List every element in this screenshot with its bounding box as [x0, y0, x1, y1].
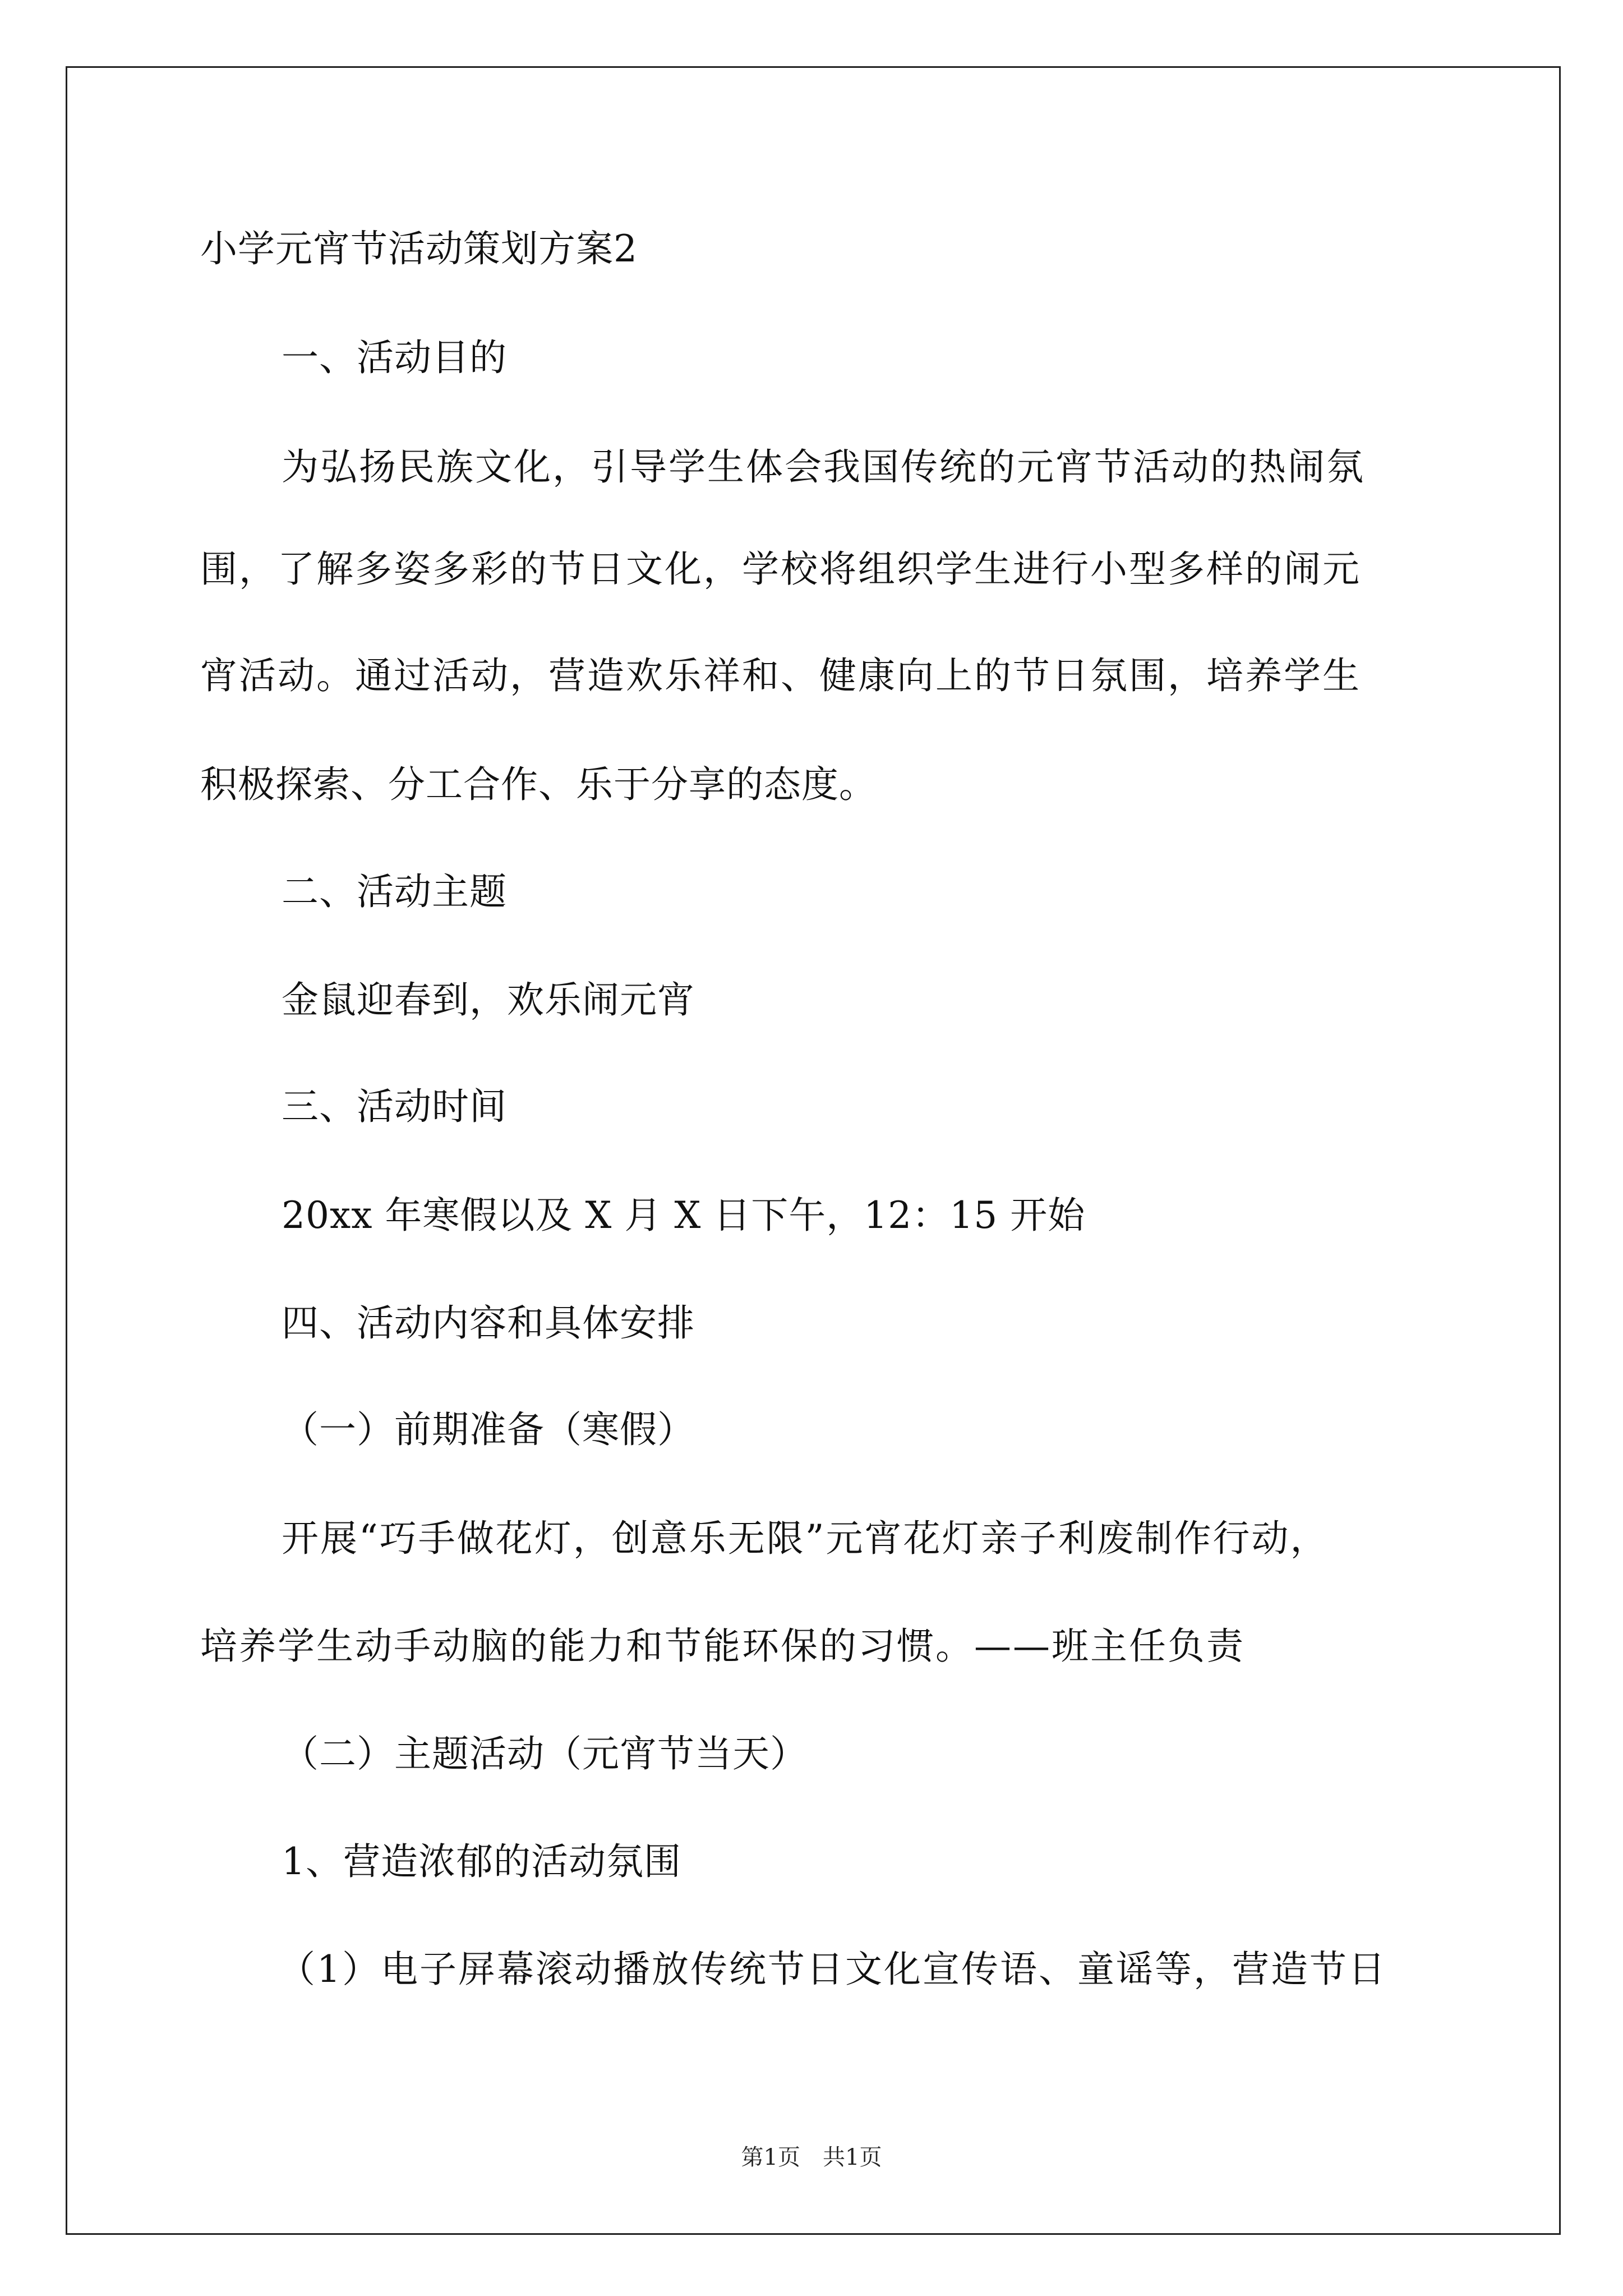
heading-activity-time: 三、活动时间: [282, 1085, 507, 1128]
subheading-theme-activity: （二）主题活动（元宵节当天）: [282, 1732, 808, 1775]
paragraph-purpose-line-1: 为弘扬民族文化，引导学生体会我国传统的元宵节活动的热闹氛: [282, 445, 1365, 489]
paragraph-purpose-line-3: 宵活动。通过活动，营造欢乐祥和、健康向上的节日氛围，培养学生: [200, 654, 1361, 697]
item-screen-broadcast: （1）电子屏幕滚动播放传统节日文化宣传语、童谣等，营造节日: [278, 1948, 1387, 1991]
subheading-preparation: （一）前期准备（寒假）: [282, 1408, 695, 1451]
item-atmosphere: 1、营造浓郁的活动氛围: [282, 1840, 681, 1883]
heading-activity-content: 四、活动内容和具体安排: [282, 1301, 695, 1345]
paragraph-preparation-line-1: 开展“巧手做花灯，创意乐无限”元宵花灯亲子利废制作行动，: [282, 1517, 1329, 1560]
paragraph-purpose-line-2: 围，了解多姿多彩的节日文化，学校将组织学生进行小型多样的闹元: [200, 547, 1361, 591]
page-number-footer: 第1页 共1页: [741, 2145, 882, 2170]
heading-activity-purpose: 一、活动目的: [282, 336, 507, 379]
document-title: 小学元宵节活动策划方案2: [200, 227, 638, 270]
paragraph-preparation-line-2: 培养学生动手动脑的能力和节能环保的习惯。——班主任负责: [200, 1625, 1245, 1668]
paragraph-theme: 金鼠迎春到，欢乐闹元宵: [282, 978, 695, 1022]
page-border: [66, 66, 1561, 2235]
heading-activity-theme: 二、活动主题: [282, 870, 507, 913]
paragraph-purpose-line-4: 积极探索、分工合作、乐于分享的态度。: [200, 763, 877, 806]
paragraph-time: 20xx 年寒假以及 X 月 X 日下午，12：15 开始: [282, 1194, 1086, 1237]
